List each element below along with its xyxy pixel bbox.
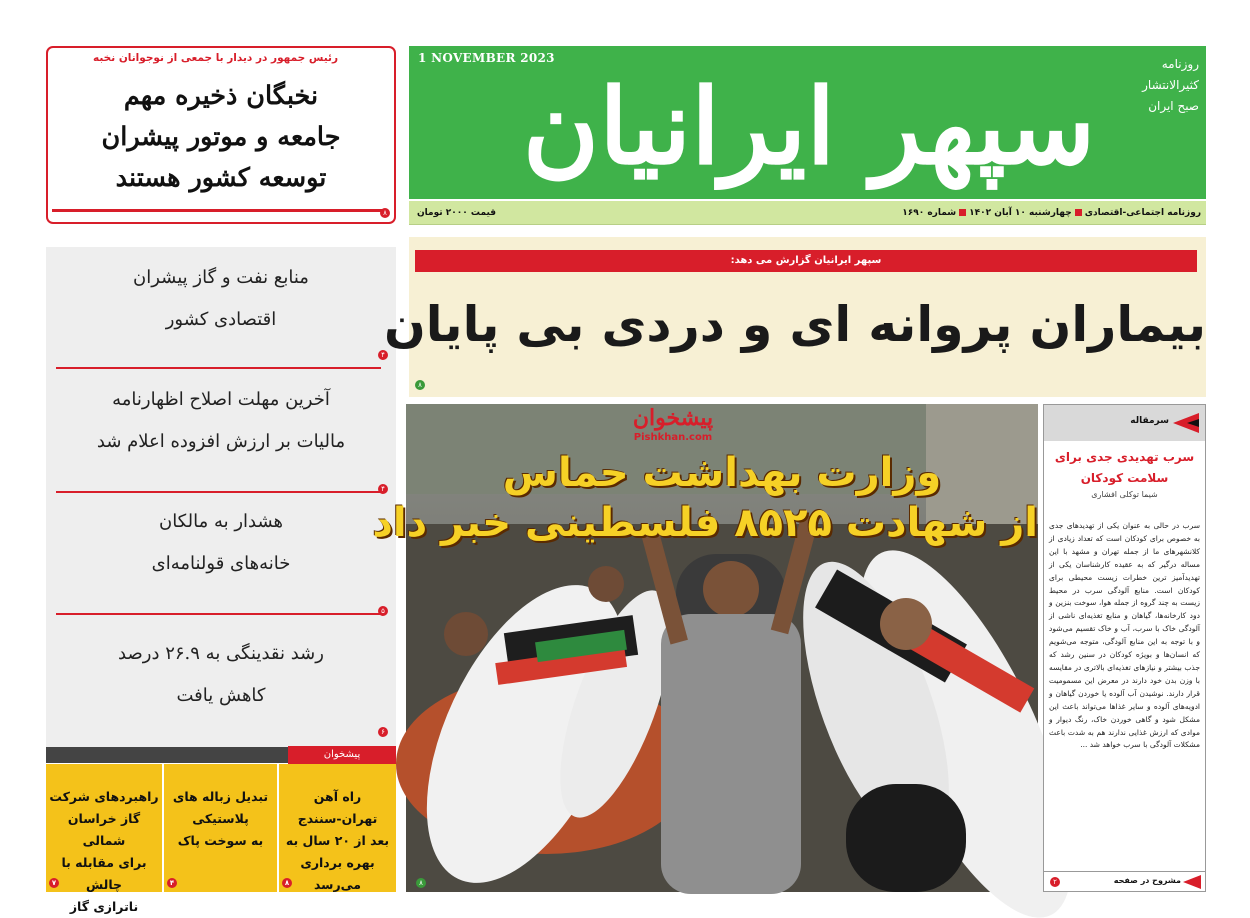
featured-title-line: توسعه کشور هستند — [115, 163, 327, 193]
sidebar-item[interactable] — [46, 501, 396, 585]
tagline-line: کثیرالانتشار — [1142, 78, 1199, 92]
tagline-line: صبح ایران — [1148, 99, 1199, 113]
divider — [56, 491, 381, 493]
bottom-story-line: بهره برداری می‌رسد — [300, 855, 375, 892]
sidebar-item-line: اقتصادی کشور — [165, 309, 277, 330]
photo-headline-line: وزارت بهداشت حماس — [502, 450, 942, 496]
page-number-badge: ۸ — [416, 878, 426, 888]
bottom-story-line: به سوخت پاک — [177, 833, 264, 848]
featured-title-line: نخبگان ذخیره مهم — [123, 81, 319, 111]
editorial-author: شیما توکلی افشاری — [1091, 490, 1158, 499]
main-headline-banner[interactable] — [383, 237, 1206, 397]
bottom-story-line: تبدیل زباله های — [172, 789, 269, 804]
masthead — [409, 46, 1206, 199]
arrow-flag-icon — [1173, 413, 1199, 433]
continued-on-page-label: مشروح در صفحه — [1113, 876, 1181, 885]
issue-info-bar — [409, 201, 1206, 225]
featured-title-line: جامعه و موتور پیشران — [101, 122, 341, 152]
bottom-story-line: ناترازی گاز — [69, 899, 139, 914]
page-number-badge: ۴ — [378, 484, 388, 494]
editorial-title-line: سرب تهدیدی جدی برای — [1054, 450, 1195, 464]
issue-date: چهارشنبه ۱۰ آبان ۱۴۰۲ — [969, 208, 1072, 218]
watermark-text: پیشخوان — [632, 405, 714, 431]
main-headline: بیماران پروانه ای و دردی بی پایان — [383, 296, 1206, 353]
newspaper-logo: سپهر ایرانیان — [522, 65, 1096, 188]
bottom-story-line: تهران-سنندج — [297, 811, 378, 826]
bottom-story-line: برای مقابله با چالش — [61, 855, 147, 892]
pishkhan-watermark — [618, 404, 728, 444]
page-number-badge: ۵ — [378, 606, 388, 616]
headline-kicker: سپهر ایرانیان گزارش می دهد: — [415, 250, 1197, 272]
divider — [56, 613, 381, 615]
photo-headline-line: از شهادت ۸۵۲۵ فلسطینی خبر داد — [372, 500, 1038, 546]
price: قیمت ۲۰۰۰ تومان — [417, 208, 497, 218]
page-number-badge: ۸ — [380, 208, 390, 218]
sidebar-item[interactable] — [46, 257, 396, 341]
editorial-label: سرمقاله — [1130, 416, 1169, 426]
page-number-badge: ۸ — [415, 380, 425, 390]
featured-underline — [52, 209, 386, 212]
editorial-header — [1044, 405, 1205, 441]
editorial-footer[interactable] — [1044, 871, 1205, 891]
news-sidebar — [46, 247, 396, 747]
page-number-badge: ۴ — [167, 878, 177, 888]
bottom-story-line: بعد از ۲۰ سال به — [285, 833, 390, 848]
sidebar-item[interactable] — [46, 633, 396, 717]
featured-kicker: رئیس جمهور در دیدار با جمعی از نوجوانان نخبه — [93, 52, 338, 64]
photo-headline — [372, 448, 1038, 548]
page-number-badge: ۷ — [49, 878, 59, 888]
bottom-story-line: پلاستیکی — [192, 811, 249, 826]
sidebar-item-line: کاهش یافت — [176, 685, 266, 706]
tagline-line: روزنامه — [1161, 57, 1199, 71]
editorial-column[interactable] — [1043, 404, 1206, 892]
sidebar-item-line: منابع نفت و گاز پیشران — [133, 267, 309, 288]
sidebar-item-line: خانه‌های قولنامه‌ای — [151, 553, 291, 574]
bottom-story[interactable] — [46, 764, 162, 914]
page-number-badge: ۲ — [1050, 877, 1060, 887]
bottom-story[interactable] — [279, 764, 396, 892]
arrow-flag-icon — [1183, 875, 1201, 889]
page-number-badge: ۶ — [378, 727, 388, 737]
sidebar-item-line: آخرین مهلت اصلاح اظهارنامه — [112, 389, 330, 410]
divider — [56, 367, 381, 369]
bottom-story[interactable] — [164, 764, 277, 892]
sidebar-item-line: رشد نقدینگی به ۲۶.۹ درصد — [118, 643, 324, 664]
bottom-story-line: راه آهن — [313, 789, 362, 804]
paper-type: روزنامه اجتماعی-اقتصادی — [1084, 208, 1201, 218]
editorial-title — [1044, 447, 1205, 489]
pishkhan-label: پیشخوان — [288, 746, 396, 764]
sidebar-item-line: مالیات بر ارزش افزوده اعلام شد — [96, 431, 346, 452]
issue-number: شماره ۱۶۹۰ — [902, 208, 957, 218]
bottom-story-line: راهبردهای شرکت — [49, 789, 159, 804]
featured-story-box[interactable] — [46, 46, 396, 224]
sidebar-item[interactable] — [46, 379, 396, 463]
separator-square-icon — [959, 209, 966, 216]
sidebar-item-line: هشدار به مالکان — [158, 511, 284, 532]
watermark-url: Pishkhan.com — [633, 432, 713, 443]
issue-info — [902, 201, 1201, 225]
editorial-title-line: سلامت کودکان — [1080, 471, 1169, 485]
featured-title — [48, 76, 394, 199]
page-number-badge: ۸ — [282, 878, 292, 888]
lead-photo[interactable] — [372, 404, 1038, 892]
editorial-body: سرب در حالی به عنوان یکی از تهدیدهای جدی به خصوص برای کودکان است که تعداد زیادی از کلانشهرهای ما از جمله تهران و مشهد با این مساله درگیر که به عقیده کارشناسان یکی از تهدیدآمیز ترین خطرات زیست محیطی برای کودکان است. منابع آلودگی سرب در محیط زیست به چند گروه از جمله هوا، سوخت بنزین و دود کارخانه‌ها، گیاهان و منابع تغذیه‌ای ناشی از آلودگی خاک با سرب، آب و خاک تقسیم می‌شود و با توجه به این منابع آلودگی، متوجه می‌شویم که انسان‌ها و بویژه کودکان در سنین رشد که جذب بیشتر و نیازهای تغذیه‌ای بالاتری در مقایسه با وزن بدن خود دارند در معرض این مسمومیت قرار دارند. نوشیدن آب آلوده یا خوردن گیاهان و ادویه‌های آلوده و سایر غذاها می‌تواند باعث این مشکل شود و گاهی خوردن خاک، رنگ دیوار و موادی که ارزش غذایی ندارند هم به شدت باعث مشکلات آلودگی با سرب خواهد شد ... — [1049, 521, 1200, 750]
bottom-story-line: گاز خراسان شمالی — [67, 811, 141, 848]
date-english: 1 NOVEMBER 2023 — [418, 51, 555, 65]
separator-square-icon — [1075, 209, 1082, 216]
page-number-badge: ۴ — [378, 350, 388, 360]
masthead-tagline — [1121, 54, 1199, 117]
